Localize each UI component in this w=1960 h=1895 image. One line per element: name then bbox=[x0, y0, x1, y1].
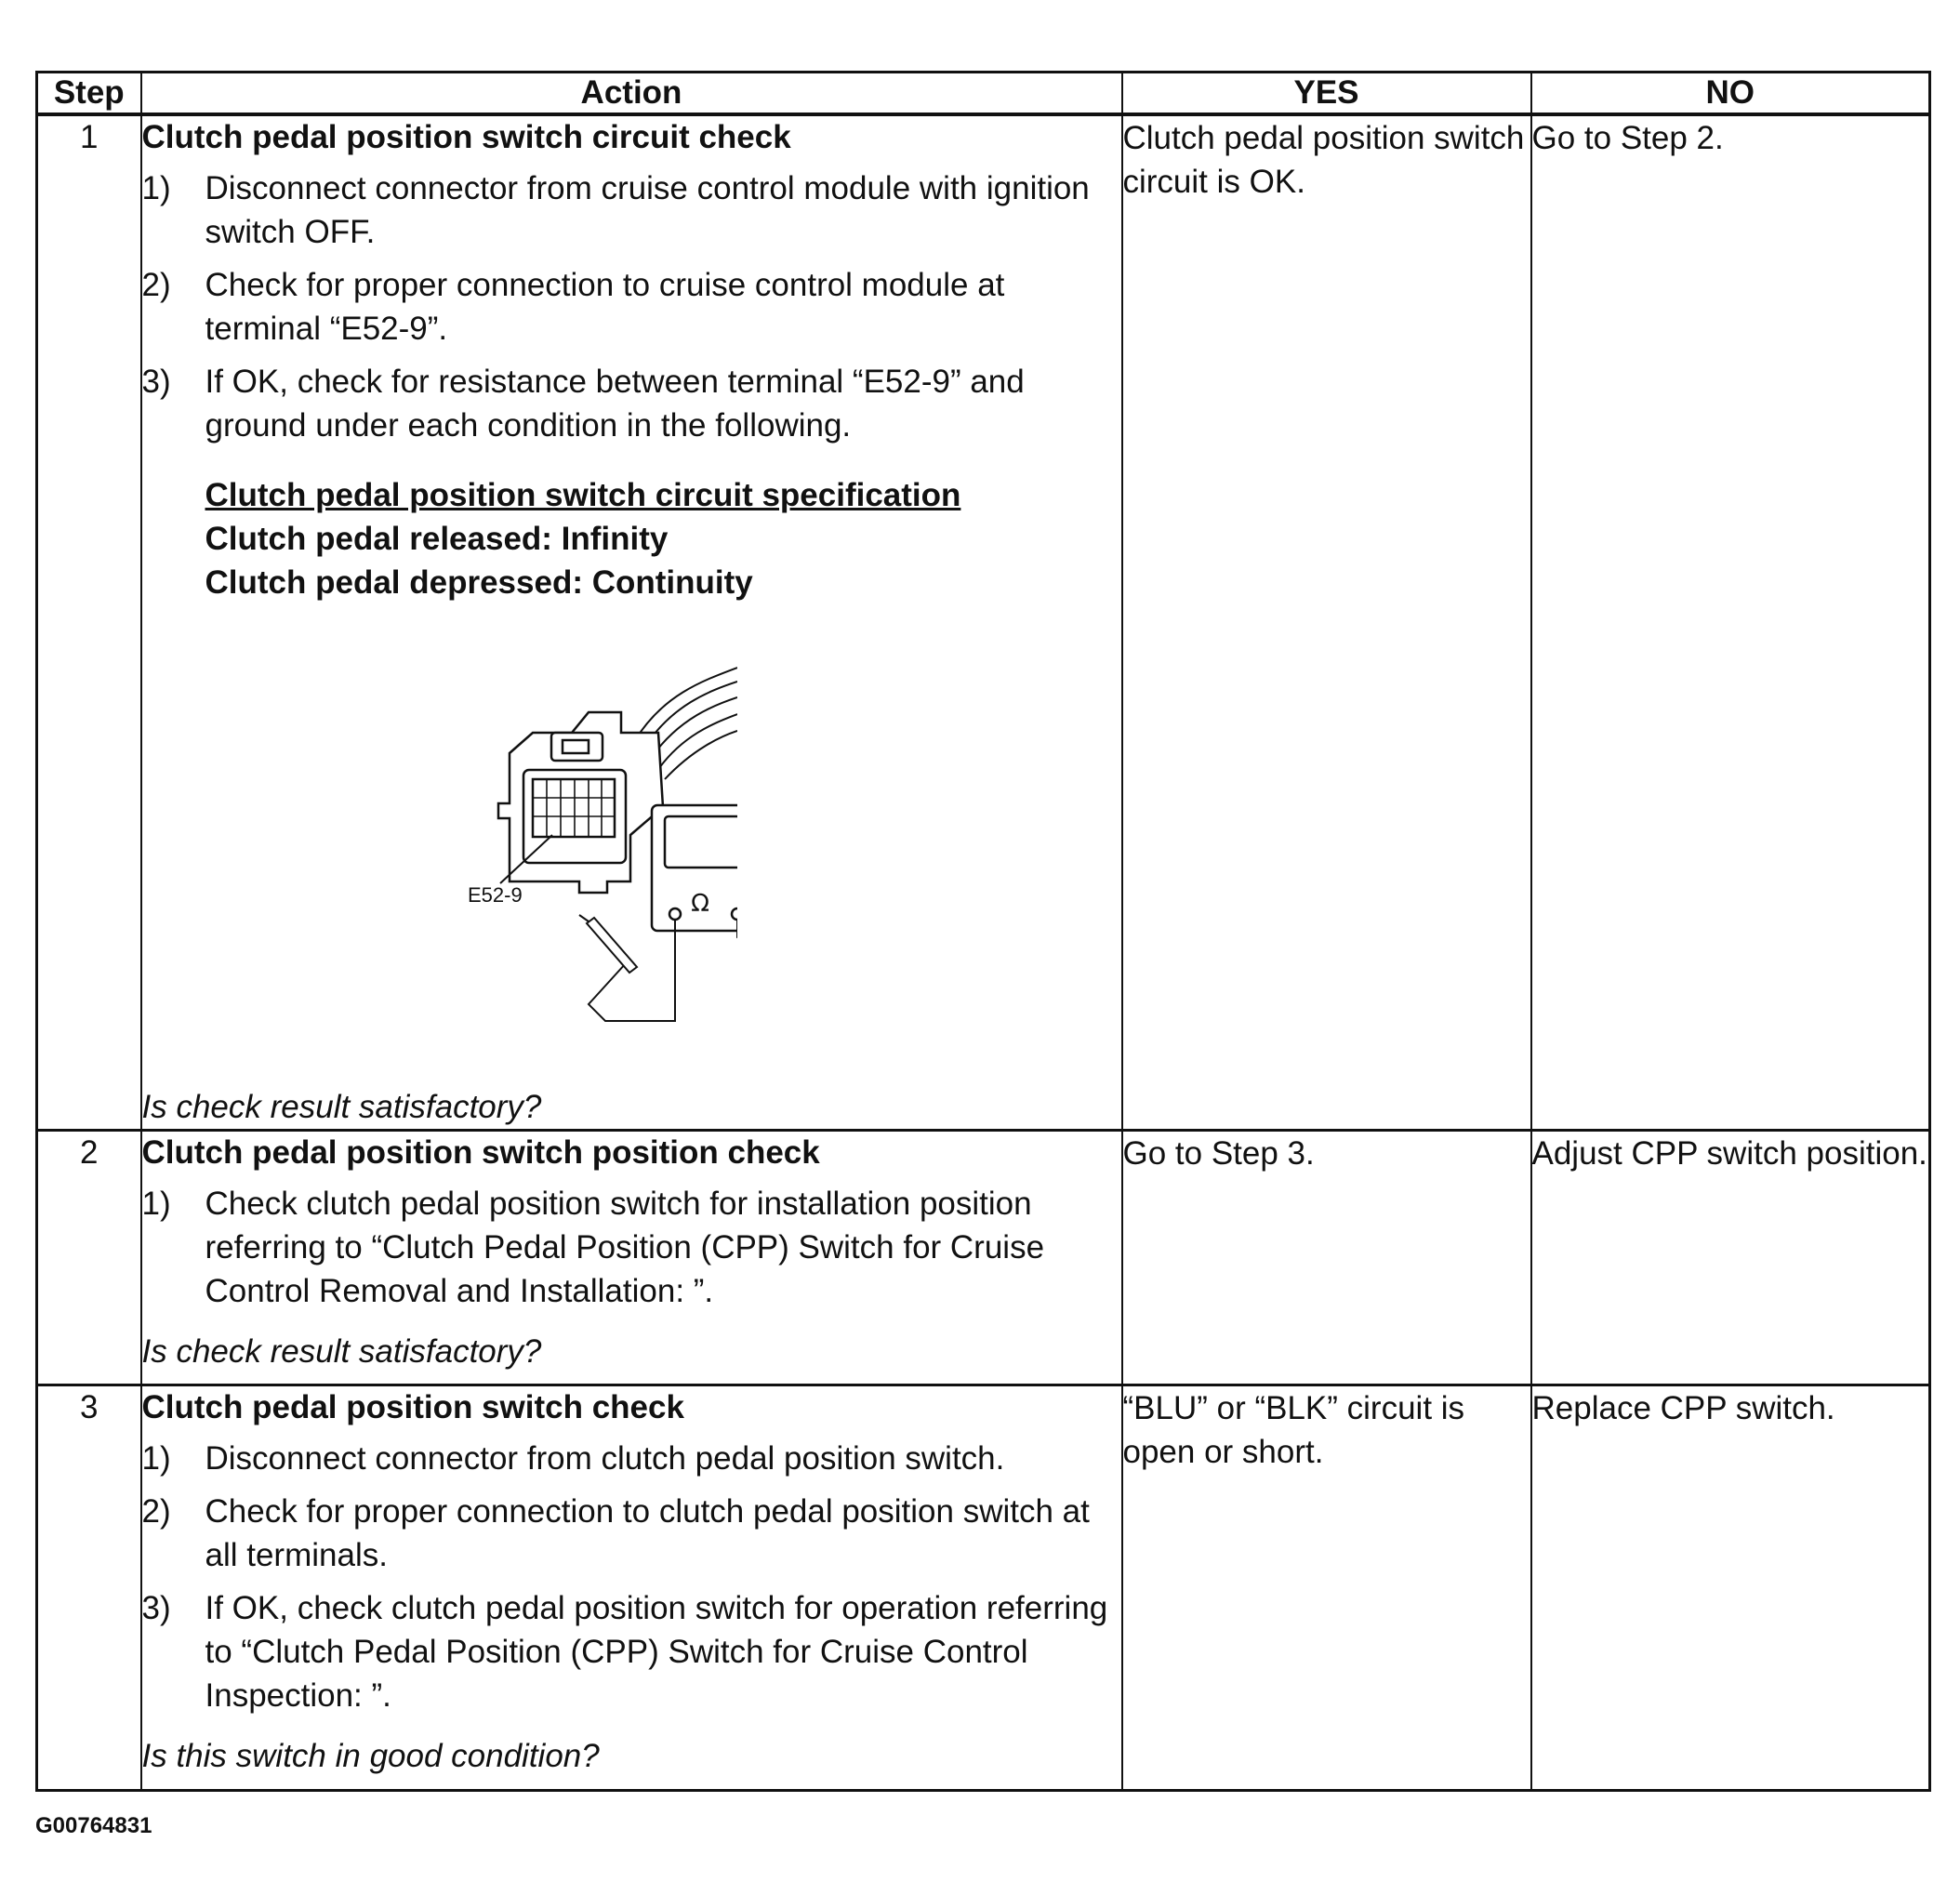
table-row-step-3 bbox=[37, 1385, 1930, 1791]
table-row-step-2 bbox=[37, 1131, 1930, 1385]
substep bbox=[142, 1182, 1121, 1313]
substep-number: 2) bbox=[141, 1493, 171, 1530]
header-step: Step bbox=[37, 73, 141, 115]
substep-text: If OK, check for resistance between terminal “E52-9” and ground under each condition in the following. bbox=[205, 364, 1025, 444]
substep bbox=[142, 1586, 1121, 1717]
substep-text: Check for proper connection to cruise control module at terminal “E52-9”. bbox=[205, 267, 1005, 347]
table-row-step-1 bbox=[37, 114, 1930, 1131]
action-cell bbox=[141, 114, 1122, 1131]
spec-line: Clutch pedal released: Infinity bbox=[205, 521, 669, 557]
no-result: Replace CPP switch. bbox=[1531, 1385, 1930, 1791]
check-question: Is check result satisfactory? bbox=[141, 1333, 542, 1370]
substep-list bbox=[142, 1182, 1121, 1313]
substep bbox=[142, 166, 1121, 254]
action-cell bbox=[141, 1131, 1122, 1385]
substep-text: Disconnect connector from clutch pedal position switch. bbox=[205, 1440, 1005, 1477]
connector-icon bbox=[498, 712, 663, 893]
substep-number: 1) bbox=[141, 170, 171, 206]
terminal-label: E52-9 bbox=[467, 883, 523, 907]
step-number: 3 bbox=[37, 1385, 141, 1791]
step-title: Clutch pedal position switch position check bbox=[141, 1134, 820, 1171]
substep bbox=[142, 1490, 1121, 1577]
step-number: 2 bbox=[37, 1131, 141, 1385]
substep-text: If OK, check clutch pedal position switch for operation referring to “Clutch Pedal Position (CPP) Switch for Cruise Control Inspection: ”. bbox=[205, 1590, 1108, 1714]
substep bbox=[142, 360, 1121, 447]
spec-heading: Clutch pedal position switch circuit specification bbox=[205, 477, 961, 513]
substep-number: 1) bbox=[141, 1440, 171, 1477]
step-number: 1 bbox=[37, 114, 141, 1131]
test-probe-icon bbox=[579, 915, 637, 973]
step-title: Clutch pedal position switch check bbox=[141, 1389, 684, 1425]
spec-line: Clutch pedal depressed: Continuity bbox=[205, 564, 753, 601]
no-result: Go to Step 2. bbox=[1531, 114, 1930, 1131]
specification-block bbox=[205, 473, 1121, 604]
header-row bbox=[37, 73, 1930, 115]
substep-list bbox=[142, 1437, 1121, 1717]
substep-number: 3) bbox=[141, 1590, 171, 1626]
header-action: Action bbox=[141, 73, 1122, 115]
substep-text: Check for proper connection to clutch pedal position switch at all terminals. bbox=[205, 1493, 1090, 1573]
connector-meter-illustration bbox=[142, 640, 737, 1054]
yes-result: “BLU” or “BLK” circuit is open or short. bbox=[1122, 1385, 1531, 1791]
check-question: Is this switch in good condition? bbox=[141, 1738, 600, 1774]
substep bbox=[142, 1437, 1121, 1480]
substep-number: 2) bbox=[141, 267, 171, 303]
substep-list bbox=[142, 166, 1121, 447]
no-result: Adjust CPP switch position. bbox=[1531, 1131, 1930, 1385]
diagnostic-table bbox=[35, 71, 1931, 1792]
header-yes: YES bbox=[1122, 73, 1531, 115]
substep-number: 3) bbox=[141, 364, 171, 400]
yes-result: Go to Step 3. bbox=[1122, 1131, 1531, 1385]
substep-text: Check clutch pedal position switch for installation position referring to “Clutch Pedal Position (CPP) Switch for Cruise Control Removal and Installation: ”. bbox=[205, 1186, 1045, 1309]
substep-number: 1) bbox=[141, 1186, 171, 1222]
check-question: Is check result satisfactory? bbox=[141, 1089, 542, 1125]
step-title: Clutch pedal position switch circuit check bbox=[141, 119, 791, 155]
yes-result: Clutch pedal position switch circuit is OK. bbox=[1122, 114, 1531, 1131]
header-no: NO bbox=[1531, 73, 1930, 115]
substep bbox=[142, 263, 1121, 351]
substep-text: Disconnect connector from cruise control module with ignition switch OFF. bbox=[205, 170, 1090, 250]
action-cell bbox=[141, 1385, 1122, 1791]
figure-code: G00764831 bbox=[35, 1813, 152, 1838]
ohm-symbol: Ω bbox=[690, 890, 709, 918]
probe-leads bbox=[589, 920, 737, 1021]
connector-meter-figure bbox=[142, 640, 737, 1054]
